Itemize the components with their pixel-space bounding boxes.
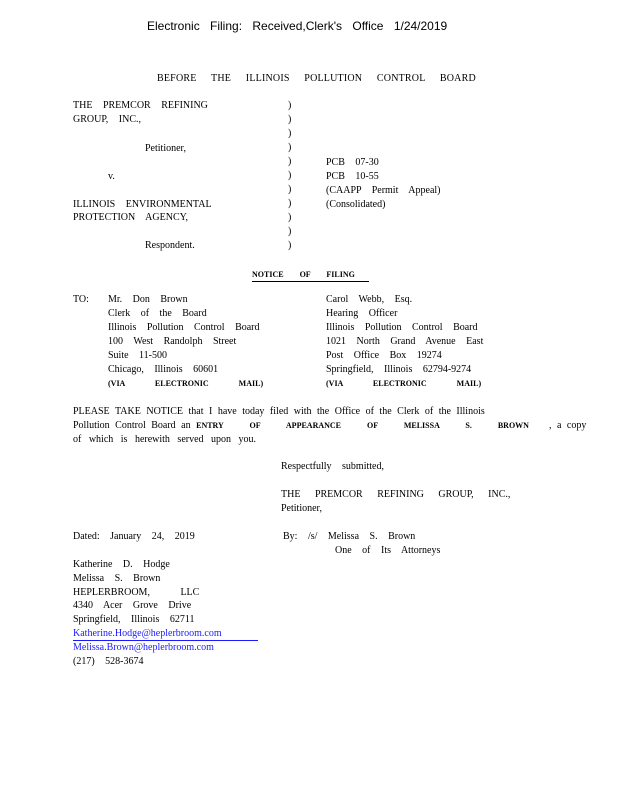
signing-company-role: Petitioner, (281, 503, 322, 514)
recipient-left-line-4: 100 West Randolph Street (108, 336, 237, 347)
notice-body-line-2 (73, 420, 586, 432)
caption-paren: ) (288, 170, 292, 181)
signature-line: By: /s/ Melissa S. Brown (283, 531, 416, 542)
recipient-left-line-2: Clerk of the Board (108, 308, 207, 319)
recipient-right-line-4: 1021 North Grand Avenue East (326, 336, 484, 347)
notice-title: NOTICE OF FILING (252, 269, 369, 282)
firm-city-state-zip: Springfield, Illinois 62711 (73, 614, 195, 625)
caption-paren: ) (288, 156, 292, 167)
petitioner-name-line-1: THE PREMCOR REFINING (73, 100, 208, 111)
email-link-brown[interactable]: Melissa.Brown@heplerbroom.com (73, 642, 214, 653)
caption-paren: ) (288, 142, 292, 153)
respondent-name-line-2: PROTECTION AGENCY, (73, 212, 189, 223)
case-number-1: PCB 07-30 (326, 157, 379, 168)
petitioner-name-line-2: GROUP, INC., (73, 114, 142, 125)
case-consolidated: (Consolidated) (326, 199, 386, 210)
attorney-name-1: Katherine D. Hodge (73, 559, 170, 570)
filed-document-title: ENTRY OF APPEARANCE OF MELISSA S. BROWN (196, 421, 529, 430)
caption-paren: ) (288, 240, 292, 251)
signing-company: THE PREMCOR REFINING GROUP, INC., (281, 489, 511, 500)
caption-paren: ) (288, 226, 292, 237)
case-type: (CAAPP Permit Appeal) (326, 185, 441, 196)
caption-paren: ) (288, 212, 292, 223)
recipient-right-line-6: Springfield, Illinois 62794-9274 (326, 364, 472, 375)
attorney-name-2: Melissa S. Brown (73, 573, 161, 584)
petitioner-label: Petitioner, (145, 143, 186, 154)
firm-street-address: 4340 Acer Grove Drive (73, 600, 192, 611)
recipient-left-line-3: Illinois Pollution Control Board (108, 322, 260, 333)
law-firm-name: HEPLERBROOM, LLC (73, 587, 200, 598)
document-title: BEFORE THE ILLINOIS POLLUTION CONTROL BOARD (157, 73, 476, 84)
respondent-label: Respondent. (145, 240, 195, 251)
versus-label: v. (108, 171, 115, 182)
respondent-name-line-1: ILLINOIS ENVIRONMENTAL (73, 199, 212, 210)
attorneys-line: One of Its Attorneys (335, 545, 441, 556)
recipient-left-delivery-note: (VIA ELECTRONIC MAIL) (108, 379, 264, 388)
recipient-right-line-1: Carol Webb, Esq. (326, 294, 413, 305)
respectfully-submitted: Respectfully submitted, (281, 461, 384, 472)
recipient-left-line-5: Suite 11-500 (108, 350, 168, 361)
caption-paren: ) (288, 100, 292, 111)
firm-phone: (217) 528-3674 (73, 656, 144, 667)
recipient-left-line-1: Mr. Don Brown (108, 294, 188, 305)
caption-paren: ) (288, 184, 292, 195)
recipient-right-line-5: Post Office Box 19274 (326, 350, 442, 361)
recipient-left-line-6: Chicago, Illinois 60601 (108, 364, 219, 375)
email-link-hodge[interactable]: Katherine.Hodge@heplerbroom.com (73, 628, 258, 641)
case-number-2: PCB 10-55 (326, 171, 379, 182)
notice-body-text: , a copy (548, 420, 587, 431)
caption-paren: ) (288, 198, 292, 209)
caption-paren: ) (288, 114, 292, 125)
caption-paren: ) (288, 128, 292, 139)
recipient-right-line-2: Hearing Officer (326, 308, 398, 319)
electronic-filing-header: Electronic Filing: Received,Clerk's Office 1/24/2019 (147, 19, 448, 33)
recipient-right-delivery-note: (VIA ELECTRONIC MAIL) (326, 379, 482, 388)
notice-body-line-3: of which is herewith served upon you. (73, 434, 257, 445)
to-label: TO: (73, 294, 89, 305)
notice-body-text: Pollution Control Board an (73, 420, 191, 431)
dated-line: Dated: January 24, 2019 (73, 531, 195, 542)
notice-body-line-1: PLEASE TAKE NOTICE that I have today filed with the Office of the Clerk of the Illinois (73, 406, 485, 417)
recipient-right-line-3: Illinois Pollution Control Board (326, 322, 478, 333)
